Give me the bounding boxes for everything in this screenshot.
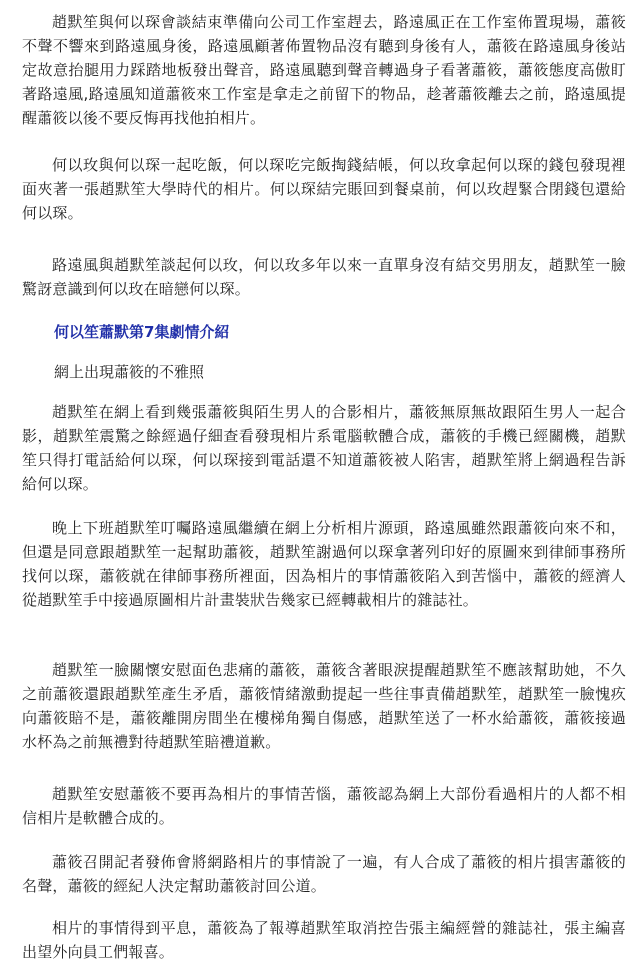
paragraph: 相片的事情得到平息，蕭筱為了報導趙默笙取消控告張主編經營的雜誌社，張主編喜出望外向員工們報喜。: [22, 919, 626, 961]
paragraph: 晚上下班趙默笙叮囑路遠風繼續在網上分析相片源頭，路遠風雖然跟蕭筱向來不和，但還是同意跟趙默笙一起幫助蕭筱，趙默笙謝過何以琛拿著列印好的原圖來到律師事務所找何以琛，蕭筱就在律師事務所裡面，因為相片的事情蕭筱陷入到苦惱中，蕭筱的經濟人從趙默笙手中接過原圖相片計畫裝狀告幾家已經轉載相片的雜誌社。: [22, 519, 626, 609]
paragraph: 趙默笙安慰蕭筱不要再為相片的事情苦惱，蕭筱認為網上大部份看過相片的人都不相信相片是軟體合成的。: [22, 785, 626, 827]
paragraph: 趙默笙一臉關懷安慰面色悲痛的蕭筱，蕭筱含著眼淚提醒趙默笙不應該幫助她，不久之前蕭筱還跟趙默笙產生矛盾，蕭筱情緒激動提起一些往事責備趙默笙，趙默笙一臉愧疚向蕭筱賠不是，蕭筱離開房間坐在樓梯角獨自傷感，趙默笙送了一杯水給蕭筱，蕭筱接過水杯為之前無禮對待趙默笙賠禮道歉。: [22, 661, 626, 751]
paragraph: 趙默笙與何以琛會談結束準備向公司工作室趕去，路遠風正在工作室佈置現場，蕭筱不聲不響來到路遠風身後，路遠風顧著佈置物品沒有聽到身後有人，蕭筱在路遠風身後站定故意抬腿用力踩踏地板發出聲音，路遠風聽到聲音轉過身子看著蕭筱，蕭筱態度高傲盯著路遠風,路遠風知道蕭筱來工作室是拿走之前留下的物品，趁著蕭筱離去之前，路遠風提醒蕭筱以後不要反悔再找他拍相片。: [22, 13, 626, 127]
section-heading: 何以笙蕭默第7集劇情介紹: [54, 323, 230, 341]
section-subtitle: 網上出現蕭筱的不雅照: [54, 363, 205, 381]
paragraph: 蕭筱召開記者發佈會將網路相片的事情說了一遍，有人合成了蕭筱的相片損害蕭筱的名聲，蕭筱的經紀人決定幫助蕭筱討回公道。: [22, 853, 626, 895]
paragraph: 何以玫與何以琛一起吃飯，何以琛吃完飯掏錢結帳，何以玫拿起何以琛的錢包發現裡面夾著一張趙默笙大學時代的相片。何以琛結完賬回到餐桌前，何以玫趕緊合閉錢包還給何以琛。: [22, 156, 626, 222]
paragraph: 趙默笙在網上看到幾張蕭筱與陌生男人的合影相片，蕭筱無原無故跟陌生男人一起合影，趙默笙震驚之餘經過仔細查看發現相片系電腦軟體合成，蕭筱的手機已經關機，趙默笙只得打電話給何以琛，何以琛接到電話還不知道蕭筱被人陷害，趙默笙將上網過程告訴給何以琛。: [22, 403, 626, 493]
paragraph: 路遠風與趙默笙談起何以玫，何以玫多年以來一直單身沒有結交男朋友，趙默笙一臉驚訝意識到何以玫在暗戀何以琛。: [22, 256, 626, 298]
